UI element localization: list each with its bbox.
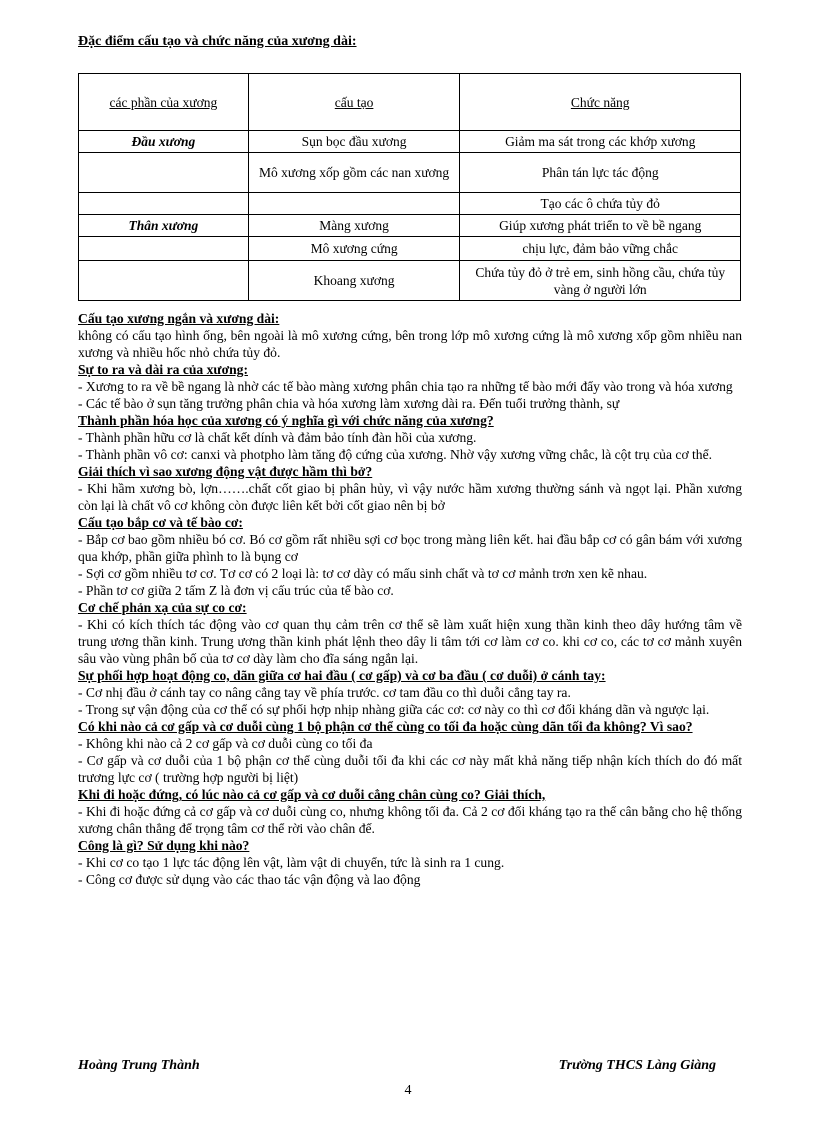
table-header-cell: cấu tạo — [248, 74, 460, 131]
section-heading: Cấu tạo bắp cơ và tế bào cơ: — [78, 515, 243, 530]
page-number: 4 — [404, 1083, 412, 1098]
table-cell — [79, 153, 249, 193]
table-row — [79, 261, 741, 301]
paragraph: - Thành phần vô cơ: canxi và photpho làm tăng độ cứng của xương. Nhờ vậy xương vững chắc, là cột trụ của cơ thể. — [78, 447, 713, 462]
section-heading: Giải thích vì sao xương động vật được hầm thì bở? — [78, 464, 373, 479]
table-header-cell: Chức năng — [460, 74, 741, 131]
paragraph: - Xương to ra về bề ngang là nhờ các tế bào màng xương phân chia tạo ra những tế bào mới đẩy vào trong và hóa xương — [78, 379, 733, 394]
table-cell: Thân xương — [79, 215, 249, 237]
paragraph: - Các tế bào ở sụn tăng trưởng phân chia và hóa xương làm xương dài ra. Đến tuổi trưởng thành, sự — [78, 396, 620, 411]
paragraph: - Khi cơ co tạo 1 lực tác động lên vật, làm vật di chuyển, tức là sinh ra 1 cung. — [78, 855, 505, 870]
table-row — [79, 153, 741, 193]
table-cell — [79, 237, 249, 261]
section-heading: Có khi nào cả cơ gấp và cơ duỗi cùng 1 bộ phận cơ thể cùng co tối đa hoặc cùng dãn tối đa không? Vì sao? — [78, 719, 693, 734]
section-heading: Cấu tạo xương ngắn và xương dài: — [78, 311, 280, 326]
section-heading: Cơ chế phản xạ của sự co cơ: — [78, 600, 247, 615]
paragraph: - Khi đi hoặc đứng cả cơ gấp và cơ duỗi cùng co, nhưng không tối đa. Cả 2 cơ đối kháng tạo ra thế cân bằng cho hệ thống xương chân thẳng để trọng tâm cơ thể rời vào chân đế. — [78, 804, 742, 836]
bone-structure-table — [78, 73, 741, 301]
table-row — [79, 193, 741, 215]
table-cell — [79, 261, 249, 301]
table-cell — [248, 193, 460, 215]
table-cell: Sụn bọc đầu xương — [248, 131, 460, 153]
section-heading: Thành phần hóa học của xương có ý nghĩa gì với chức năng của xương? — [78, 413, 494, 428]
paragraph: - Trong sự vận động của cơ thể có sự phối hợp nhịp nhàng giữa các cơ: cơ này co thì cơ đối kháng dãn và ngược lại. — [78, 702, 710, 717]
table-cell: Chứa tủy đỏ ở trẻ em, sinh hồng cầu, chứa tủy vàng ở người lớn — [460, 261, 741, 301]
table-cell: Giảm ma sát trong các khớp xương — [460, 131, 741, 153]
table-cell: Giúp xương phát triển to về bề ngang — [460, 215, 741, 237]
paragraph: - Bắp cơ bao gồm nhiều bó cơ. Bó cơ gồm rất nhiều sợi cơ bọc trong màng liên kết. hai đầu bắp cơ có gân bám với xương qua khớp, phần giữa phình to là bụng cơ — [78, 532, 742, 564]
paragraph: không có cấu tạo hình ống, bên ngoài là mô xương cứng, bên trong lớp mô xương cứng là mô xương xốp gồm nhiều nan xương và nhiều hốc nhỏ chứa tủy đỏ. — [78, 328, 742, 360]
document-body — [78, 310, 742, 888]
paragraph: - Cơ gấp và cơ duỗi của 1 bộ phận cơ thể cùng duỗi tối đa khi các cơ này mất khả năng tiếp nhận kích thích do đó mất trương lực cơ ( trường hợp người bị liệt) — [78, 753, 742, 785]
table-cell: Tạo các ô chứa tủy đỏ — [460, 193, 741, 215]
paragraph: - Khi hầm xương bò, lợn…….chất cốt giao bị phân hủy, vì vậy nước hầm xương thường sánh và ngọt lại. Phần xương còn lại là chất vô cơ không còn được liên kết bởi cốt giao nên bị bở — [78, 481, 742, 513]
document-title: Đặc điểm cấu tạo và chức năng của xương dài: — [78, 34, 357, 49]
table-row — [79, 131, 741, 153]
footer-school: Trường THCS Làng Giàng — [558, 1058, 716, 1073]
paragraph: - Cơ nhị đầu ở cánh tay co nâng cẳng tay về phía trước. cơ tam đầu co thì duỗi cẳng tay ra. — [78, 685, 571, 700]
paragraph: - Sợi cơ gồm nhiều tơ cơ. Tơ cơ có 2 loại là: tơ cơ dày có mấu sinh chất và tơ cơ mảnh trơn xen kẽ nhau. — [78, 566, 648, 581]
section-heading: Khi đi hoặc đứng, có lúc nào cả cơ gấp và cơ duỗi cẳng chân cùng co? Giải thích, — [78, 787, 546, 802]
table-cell: Đầu xương — [79, 131, 249, 153]
table-header-cell: các phần của xương — [79, 74, 249, 131]
table-cell: Mô xương xốp gồm các nan xương — [248, 153, 460, 193]
table-cell: chịu lực, đảm bảo vững chắc — [460, 237, 741, 261]
table-cell: Mô xương cứng — [248, 237, 460, 261]
section-heading: Công là gì? Sử dụng khi nào? — [78, 838, 250, 853]
table-cell: Màng xương — [248, 215, 460, 237]
section-heading: Sự to ra và dài ra của xương: — [78, 362, 248, 377]
paragraph: - Khi có kích thích tác động vào cơ quan thụ cảm trên cơ thể sẽ làm xuất hiện xung thần kinh theo dây hướng tâm về trung ương thần kinh. Trung ương thần kinh phát lệnh theo dây li tâm tới cơ làm cơ co. khi cơ co, các tơ cơ mảnh xuyên sâu vào vùng phân bố của tơ cơ dày làm cho đĩa sáng ngắn lại. — [78, 617, 742, 666]
section-heading: Sự phối hợp hoạt động co, dãn giữa cơ hai đầu ( cơ gấp) và cơ ba đầu ( cơ duỗi) ở cánh tay: — [78, 668, 606, 683]
table-row — [79, 215, 741, 237]
table-cell — [79, 193, 249, 215]
paragraph: - Công cơ được sử dụng vào các thao tác vận động và lao động — [78, 872, 421, 887]
paragraph: - Không khi nào cả 2 cơ gấp và cơ duỗi cùng co tối đa — [78, 736, 373, 751]
table-row — [79, 237, 741, 261]
paragraph: - Phần tơ cơ giữa 2 tấm Z là đơn vị cấu trúc của tế bào cơ. — [78, 583, 394, 598]
table-header-row — [79, 74, 741, 131]
paragraph: - Thành phần hữu cơ là chất kết dính và đảm bảo tính đàn hồi của xương. — [78, 430, 477, 445]
footer-author: Hoàng Trung Thành — [78, 1058, 200, 1073]
table-cell: Khoang xương — [248, 261, 460, 301]
table-cell: Phân tán lực tác động — [460, 153, 741, 193]
